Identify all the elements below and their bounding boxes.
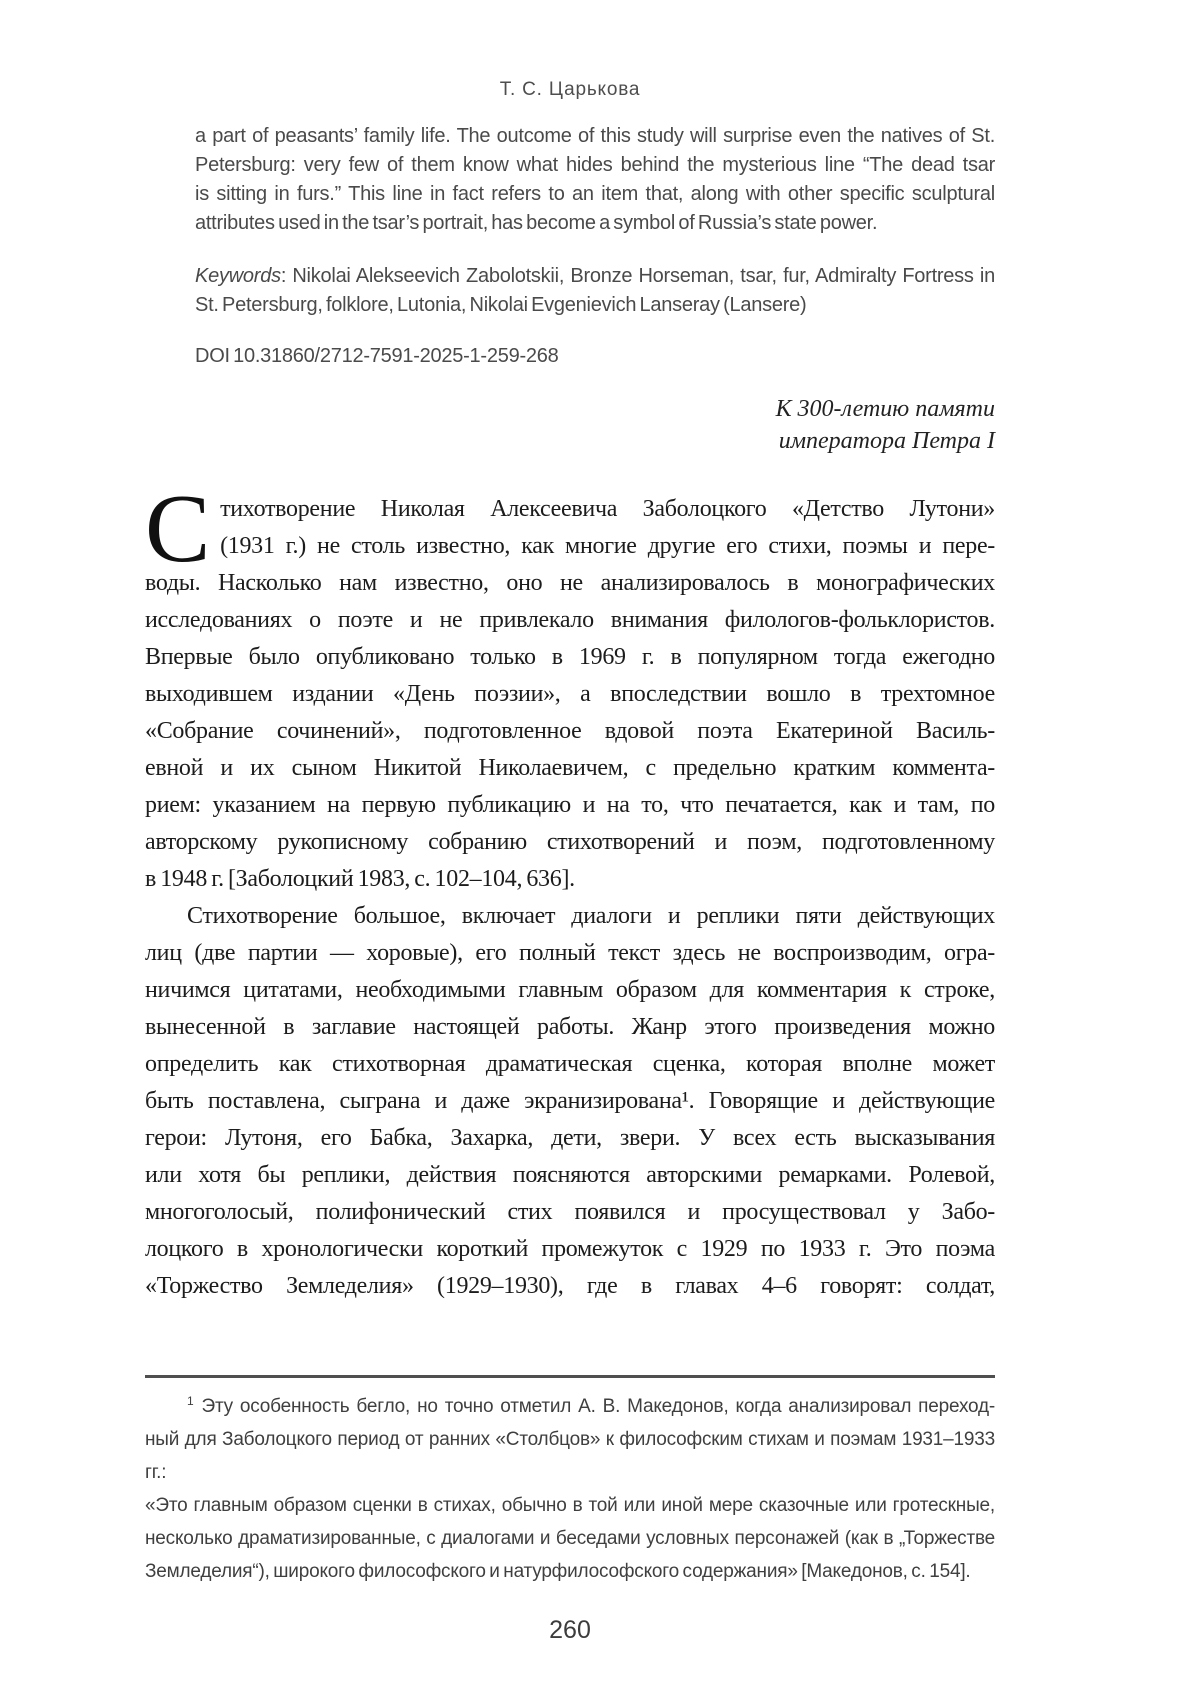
text-line: ный для Заболоцкого период от ранних «Столбцов» к философским стихам и поэмам 1931–1933 гг.: xyxy=(145,1429,995,1483)
drop-cap-letter: С xyxy=(145,475,211,583)
text-line: лиц (две партии — хоровые), его полный текст здесь не воспроизводим, огра- xyxy=(145,940,995,966)
keywords-label: Keywords xyxy=(195,265,281,287)
text-line: вынесенной в заглавие настоящей работы. Жанр этого произведения можно xyxy=(145,1014,995,1040)
text-line: a part of peasants’ family life. The outcome of this study will surprise even the natives of St. xyxy=(195,125,995,147)
text-line: Впервые было опубликовано только в 1969 г. в популярном тогда ежегодно xyxy=(145,644,995,670)
text-line: несколько драматизированные, с диалогами и беседами условных персонажей (как в „Торжестве xyxy=(145,1528,995,1549)
text-line: в 1948 г. [Заболоцкий 1983, с. 102–104, 636]. xyxy=(145,866,575,892)
text-line: ничимся цитатами, необходимыми главным образом для комментария к строке, xyxy=(145,977,995,1003)
text-line: is sitting in furs.” This line in fact refers to an item that, along with other specific sculptural xyxy=(195,183,995,205)
text-line: Petersburg: very few of them know what hides behind the mysterious line “The dead tsar xyxy=(195,154,995,176)
epigraph xyxy=(145,393,995,457)
text-line: быть поставлена, сыграна и даже экранизирована¹. Говорящие и действующие xyxy=(145,1088,995,1114)
text-line: attributes used in the tsar’s portrait, has become a symbol of Russia’s state power. xyxy=(195,212,878,234)
text-line: «Собрание сочинений», подготовленное вдовой поэта Екатериной Василь- xyxy=(145,718,995,744)
text-line: авторскому рукописному собранию стихотворений и поэм, подготовленному xyxy=(145,829,995,855)
text-line: «Это главным образом сценки в стихах, обычно в той или иной мере сказочные или гротескные, xyxy=(145,1495,995,1516)
text-line: евной и их сыном Никитой Николаевичем, с предельно кратким коммента- xyxy=(145,755,995,781)
text-line: «Торжество Земледелия» (1929–1930), где в главах 4–6 говорят: солдат, xyxy=(145,1273,995,1299)
running-head: Т. С. Царькова xyxy=(499,79,641,100)
text-line: Стихотворение большое, включает диалоги и реплики пяти действующих xyxy=(187,903,995,929)
text-line: выходившем издании «День поэзии», а впоследствии вошло в трехтомное xyxy=(145,681,995,707)
body-paragraph-1 xyxy=(145,475,995,898)
abstract-paragraph xyxy=(195,122,995,238)
keywords-line: St. Petersburg, folklore, Lutonia, Nikolai Evgenievich Lanseray (Lansere) xyxy=(195,294,807,316)
text-line: воды. Насколько нам известно, оно не анализировалось в монографических xyxy=(145,570,995,596)
body-paragraph-2 xyxy=(145,898,995,1305)
text-line: рием: указанием на первую публикацию и на то, что печатается, как и там, по xyxy=(145,792,995,818)
article-body xyxy=(145,475,995,1305)
doi-line: DOI 10.31860/2712-7591-2025-1-259-268 xyxy=(195,345,559,367)
page-number: 260 xyxy=(549,1616,591,1644)
keywords-line xyxy=(195,262,995,291)
text-line: герои: Лутоня, его Бабка, Захарка, дети, звери. У всех есть высказывания xyxy=(145,1125,995,1151)
text-line: определить как стихотворная драматическая сценка, которая вполне может xyxy=(145,1051,995,1077)
epigraph-line: императора Петра I xyxy=(778,428,995,454)
footnote-marker: 1 xyxy=(187,1393,194,1408)
text-line: лоцкого в хронологически короткий промежуток с 1929 по 1933 г. Это поэма xyxy=(145,1236,995,1262)
text-line: (1931 г.) не столь известно, как многие другие его стихи, поэмы и пере- xyxy=(220,533,995,559)
paragraph-drop-cap xyxy=(145,475,995,898)
footnote-rest-lines xyxy=(145,1423,995,1588)
keywords-paragraph xyxy=(195,262,995,320)
text-line: исследованиях о поэте и не привлекало внимания филологов-фольклористов. xyxy=(145,607,995,633)
keywords-text: : Nikolai Alekseevich Zabolotskii, Bronze Horseman, tsar, fur, Admiralty Fortress in xyxy=(280,265,995,287)
text-line: или хотя бы реплики, действия поясняются авторскими ремарками. Ролевой, xyxy=(145,1162,995,1188)
footnote xyxy=(145,1390,995,1588)
epigraph-line: К 300-летию памяти xyxy=(775,396,995,422)
text-line: тихотворение Николая Алексеевича Заболоцкого «Детство Лутони» xyxy=(220,496,995,522)
footnote-rule xyxy=(145,1375,995,1378)
footnote-first-line xyxy=(145,1390,995,1423)
page-column xyxy=(145,0,995,1645)
text-line: многоголосый, полифонический стих появился и просуществовал у Забо- xyxy=(145,1199,995,1225)
footnote-text: Эту особенность бегло, но точно отметил А. В. Македонов, когда анализировал переход- xyxy=(201,1396,995,1417)
text-line: Земледелия“), широкого философского и натурфилософского содержания» [Македонов, с. 154]. xyxy=(145,1561,971,1582)
